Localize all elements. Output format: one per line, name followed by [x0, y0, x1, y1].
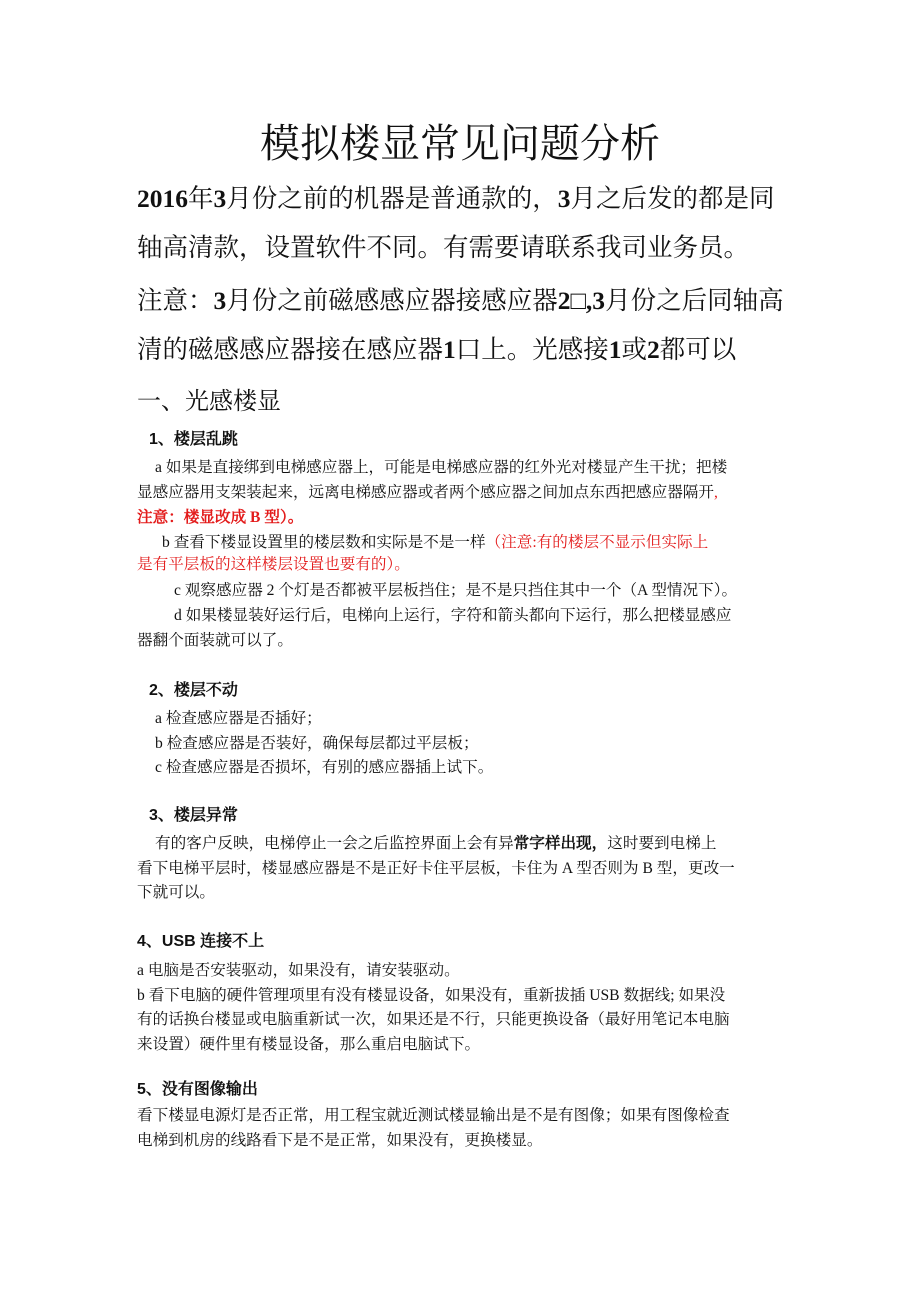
section-heading: 3、楼层异常: [149, 807, 238, 824]
text-run: 下就可以。: [137, 884, 215, 901]
heading-light-sensor: 一、光感楼显: [137, 389, 281, 415]
section-heading: 2、楼层不动: [149, 682, 238, 699]
paragraph-line: [137, 1133, 542, 1149]
text-run: 3: [213, 184, 227, 213]
text-run: 显感应器用支架装起来，远离电梯感应器或者两个感应器之间加点东西把感应器隔开: [137, 484, 714, 501]
paragraph-line: [174, 583, 737, 599]
paragraph-line: [137, 1108, 730, 1124]
note-text: ,: [713, 484, 718, 501]
section-heading: 4、USB 连接不上: [137, 933, 265, 950]
paragraph-line: [137, 1012, 730, 1028]
paragraph-line: [137, 963, 460, 979]
text-run: 2: [647, 335, 660, 364]
text-run: a 如果是直接绑到电梯感应器上，可能是电梯感应器的红外光对楼显产生干扰；把楼: [155, 459, 728, 476]
text-run: 或: [621, 335, 648, 364]
text-run: 2016: [137, 184, 188, 213]
paragraph-line: [137, 510, 303, 526]
text-run: 这时要到电梯上: [607, 835, 717, 852]
paragraph-line: [137, 861, 735, 877]
text-run: a 检查感应器是否插好；: [155, 710, 322, 727]
text-run: a 电脑是否安装驱动，如果没有，请安装驱动。: [137, 962, 460, 979]
paragraph-line: [137, 557, 410, 573]
document-title: 模拟楼显常见问题分析: [260, 121, 660, 166]
text-run: 器翻个面装就可以了。: [137, 632, 293, 649]
text-run: 清的磁感感应器接在感应器: [137, 335, 444, 364]
text-run: 月份之前的机器是普通款的，: [226, 184, 558, 213]
text-run: c 检查感应器是否损坏，有别的感应器插上试下。: [155, 759, 494, 776]
paragraph-line: [174, 608, 731, 624]
text-run: 年: [188, 184, 214, 213]
text-run: 电梯到机房的线路看下是不是正常，如果没有，更换楼显。: [137, 1132, 543, 1149]
text-run: 口上。光感接: [455, 335, 609, 364]
text-run: 注意：: [137, 286, 214, 315]
paragraph-line: [155, 836, 716, 852]
text-run: 看下电梯平层时，楼显感应器是不是正好卡住平层板，卡住为 A 型否则为 B 型，更改一: [137, 860, 735, 877]
text-run: 月份之后同轴高: [605, 286, 784, 315]
section-heading: 1、楼层乱跳: [149, 431, 238, 448]
paragraph-line: [162, 535, 708, 551]
text-run: 1: [608, 335, 622, 364]
paragraph-line: [137, 1037, 480, 1053]
paragraph-line: [155, 460, 727, 476]
text-run: 有的客户反映，电梯停止一会之后监控界面上会有异: [155, 835, 514, 852]
note-text: 是有平层板的这样楼层设置也要有的）。: [137, 556, 410, 573]
paragraph-line: [137, 988, 725, 1004]
text-run: 月份之前磁感感应器接感应器: [226, 286, 558, 315]
note-text: 注意：楼显改成 B 型）。: [137, 509, 304, 526]
paragraph-line: [137, 485, 718, 501]
text-run: b 检查感应器是否装好，确保每层都过平层板；: [155, 735, 479, 752]
text-run: 3: [557, 184, 571, 213]
text-run: 来设置）硬件里有楼显设备，那么重启电脑试下。: [137, 1036, 481, 1053]
paragraph-line: [155, 760, 493, 776]
text-run: b 查看下楼显设置里的楼层数和实际是不是一样: [162, 534, 486, 551]
text-run: 看下楼显电源灯是否正常，用工程宝就近测试楼显输出是不是有图像；如果有图像检查: [137, 1107, 730, 1124]
intro-line: [137, 186, 775, 212]
text-run: 月之后发的都是同: [570, 184, 775, 213]
intro-line: [137, 288, 784, 314]
text-run: 1: [443, 335, 456, 364]
text-run: 轴高清款，设置软件不同。有需要请联系我司业务员。: [137, 233, 750, 262]
text-run: d 如果楼显装好运行后，电梯向上运行，字符和箭头都向下运行，那么把楼显感应: [174, 607, 732, 624]
text-run: 3: [213, 286, 227, 315]
intro-line: [137, 337, 736, 363]
text-run: 常字样出现，: [513, 835, 608, 852]
section-heading: 5、没有图像输出: [137, 1081, 258, 1098]
intro-line: [137, 235, 749, 261]
text-run: c 观察感应器 2 个灯是否都被平层板挡住；是不是只挡住其中一个（A 型情况下）。: [174, 582, 738, 599]
text-run: 都可以: [659, 335, 737, 364]
text-run: 2□,3: [557, 286, 606, 315]
paragraph-line: [137, 885, 215, 901]
text-run: b 看下电脑的硬件管理项里有没有楼显设备，如果没有，重新拔插 USB 数据线; 如果没: [137, 987, 726, 1004]
text-run: 有的话换台楼显或电脑重新试一次，如果还是不行，只能更换设备（最好用笔记本电脑: [137, 1011, 730, 1028]
note-text: （注意:有的楼层不显示但实际上: [485, 534, 709, 551]
paragraph-line: [155, 711, 322, 727]
paragraph-line: [155, 736, 479, 752]
paragraph-line: [137, 633, 293, 649]
